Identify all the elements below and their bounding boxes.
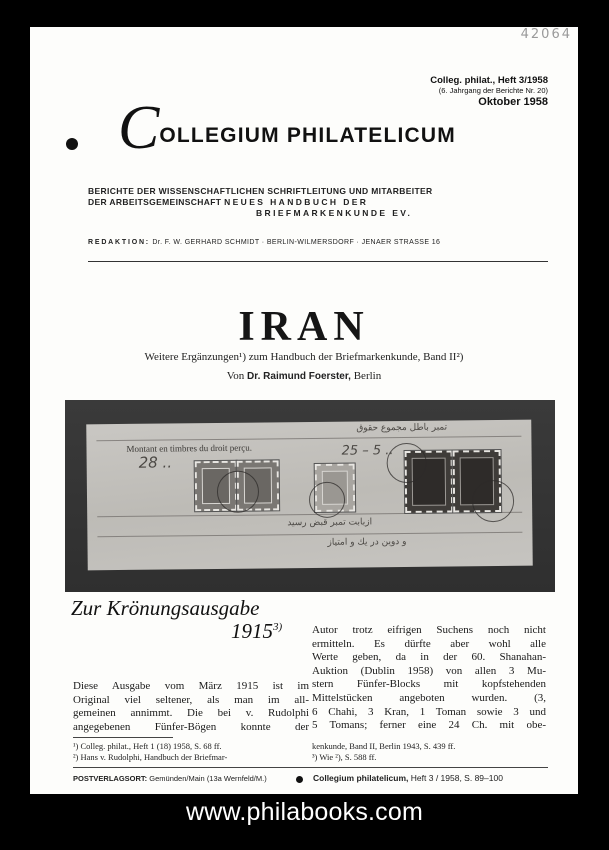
footnotes-left xyxy=(73,741,309,763)
stamps-document-photo xyxy=(65,400,555,592)
text-line: Diese Ausgabe vom März 1915 ist im xyxy=(73,680,309,692)
handwritten-catalog-number: 42064 xyxy=(520,27,572,42)
footer-reference: Heft 3 / 1958, S. 89–100 xyxy=(410,773,503,783)
issue-jahrgang: (6. Jahrgang der Berichte Nr. 20) xyxy=(438,85,548,95)
author-place: Berlin xyxy=(353,370,382,382)
editor-label: REDAKTION: xyxy=(88,239,150,246)
article-author xyxy=(30,370,578,382)
section-heading: Zur Krönungsausgabe xyxy=(71,596,260,620)
article-title: IRAN xyxy=(238,304,370,350)
postmark xyxy=(386,443,426,483)
section-year-value: 1915 xyxy=(231,619,273,643)
footnote: ²) Hans v. Rudolphi, Handbuch der Briefmar- xyxy=(73,752,228,762)
handwritten-annotation: 25 – 5 .. xyxy=(341,443,394,459)
postmark xyxy=(309,482,345,518)
text-line: gemeinen annimmt. Die bei v. Rudolphi xyxy=(73,707,309,720)
revenue-document xyxy=(86,420,533,571)
right-column xyxy=(312,624,552,733)
footnote: ¹) Colleg. philat., Heft 1 (18) 1958, S. 68 ff. xyxy=(73,741,222,751)
footer-citation xyxy=(313,773,503,783)
right-column-text xyxy=(312,624,552,733)
section-year-footnote: 3) xyxy=(273,621,283,633)
footer-postal-text: Gemünden/Main (13a Wernfeld/M.) xyxy=(149,774,267,783)
masthead-initial: C xyxy=(118,94,160,162)
text-line: 6 Chahi, 3 Kran, 1 Toman sowie 3 und xyxy=(312,705,546,718)
issue-date: Oktober 1958 xyxy=(478,95,548,108)
persian-script: ﻭ ﺩﻭﻳﻦ ﺩﺭ ﻳﻚ ﻭ ﺍﻣﺘﻴﺎﺯ xyxy=(327,536,407,548)
issue-heft: Colleg. philat., Heft 3/1958 xyxy=(430,75,548,86)
footnotes-right xyxy=(312,741,548,763)
left-column-text xyxy=(73,680,309,734)
editor-text: Dr. F. W. GERHARD SCHMIDT · BERLIN-WILMERSDORF · JENAER STRASSE 16 xyxy=(152,239,441,246)
handwritten-annotation: 28 .. xyxy=(138,453,173,472)
masthead-title xyxy=(118,94,456,162)
footnote-divider xyxy=(73,737,173,738)
footer-divider xyxy=(73,767,548,768)
postmark xyxy=(217,471,259,513)
footnote: kenkunde, Band II, Berlin 1943, S. 439 ff. xyxy=(312,741,456,751)
text-line: Original viel seltener, als man im all- xyxy=(73,693,309,706)
text-line: Werte geben, da in der 60. Shanahan- xyxy=(312,651,546,664)
document-page xyxy=(30,27,578,794)
subhead-line-2a: DER ARBEITSGEMEINSCHAFT xyxy=(88,197,222,207)
publisher-subheading xyxy=(88,186,433,219)
footnote: ³) Wie ²), S. 588 ff. xyxy=(312,752,377,762)
author-prefix: Von xyxy=(226,370,245,382)
text-line: stern Fünfer-Blocks mit kopfstehenden xyxy=(312,678,546,691)
persian-script: ﺗﻤﺒﺮ ﺑﺎﻃﻞ ﻣﺠﻤﻮﻉ ﺣﻘﻮﻕ xyxy=(356,422,448,434)
footer-postal-label: POSTVERLAGSORT: xyxy=(73,774,148,783)
footer-postal xyxy=(73,774,267,783)
text-line: ermitteln. Es dürfte aber wohl alle xyxy=(312,637,546,650)
subhead-line-1: BERICHTE DER WISSENSCHAFTLICHEN SCHRIFTLEITUNG UND MITARBEITER xyxy=(88,186,433,196)
text-line: 5 Tomans; ferner eine 24 Ch. mit obe- xyxy=(312,719,546,732)
text-line: angegebenen Fünfer-Bögen konnte der xyxy=(73,720,309,733)
header-divider xyxy=(88,261,548,262)
footer-journal: Collegium philatelicum, xyxy=(313,773,409,783)
document-printed-text: Montant en timbres du droit perçu. xyxy=(126,442,253,454)
subhead-line-2 xyxy=(88,197,433,208)
masthead-bullet xyxy=(66,138,78,150)
website-watermark: www.philabooks.com xyxy=(185,798,424,826)
document-ruling xyxy=(97,512,522,517)
text-line: Autor trotz eifrigen Suchens noch nicht xyxy=(312,624,546,636)
subhead-line-3: BRIEFMARKENKUNDE EV. xyxy=(256,208,413,218)
article-subtitle: Weitere Ergänzungen¹) zum Handbuch der Briefmarkenkunde, Band II²) xyxy=(144,351,464,363)
text-line: Auktion (Dublin 1958) von allen 3 Mu- xyxy=(312,664,546,677)
editorial-line xyxy=(88,239,488,246)
footer-bullet xyxy=(296,776,303,783)
persian-script: ﺍﺯﺑﺎﺑﺖ ﺗﻤﺒﺮ ﻗﺒﺾ ﺭﺳﻴﺪ xyxy=(287,517,373,529)
masthead-rest: OLLEGIUM PHILATELICUM xyxy=(159,124,456,147)
postmark xyxy=(472,480,514,522)
section-year xyxy=(231,619,282,644)
author-name: Dr. Raimund Foerster, xyxy=(247,371,351,382)
document-ruling xyxy=(96,436,521,441)
text-line: Mittelstücken angeboten wurden. (3, xyxy=(312,691,546,704)
subhead-line-2b: NEUES HANDBUCH DER xyxy=(224,197,369,207)
document-ruling xyxy=(97,532,522,537)
